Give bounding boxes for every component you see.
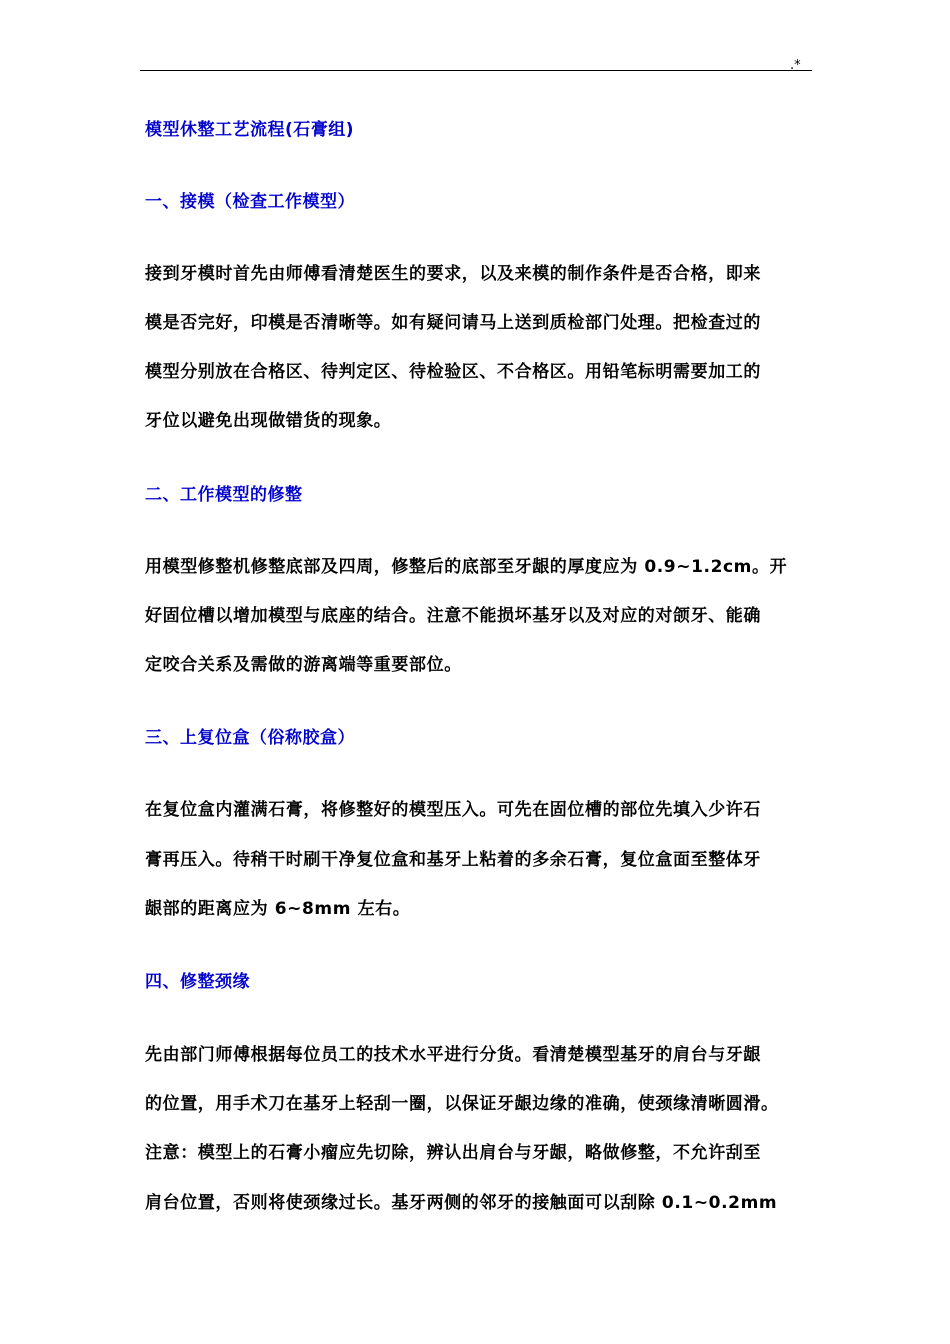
paragraph-line: 模是否完好，印模是否清晰等。如有疑问请马上送到质检部门处理。把检查过的 (145, 313, 761, 333)
header-rule (140, 70, 812, 71)
paragraph-line: 的位置，用手术刀在基牙上轻刮一圈，以保证牙龈边缘的准确，使颈缘清晰圆滑。 (145, 1094, 779, 1114)
paragraph-line: 好固位槽以增加模型与底座的结合。注意不能损坏基牙以及对应的对颌牙、能确 (145, 606, 761, 626)
paragraph-line: 在复位盒内灌满石膏，将修整好的模型压入。可先在固位槽的部位先填入少许石 (145, 800, 761, 820)
paragraph-line: 肩台位置，否则将使颈缘过长。基牙两侧的邻牙的接触面可以刮除 0.1~0.2mm (145, 1193, 778, 1213)
section-heading: 一、接模（检查工作模型） (145, 192, 355, 212)
paragraph-line: 用模型修整机修整底部及四周，修整后的底部至牙龈的厚度应为 0.9~1.2cm。开 (145, 557, 788, 577)
paragraph-line: 牙位以避免出现做错货的现象。 (145, 411, 392, 431)
section-heading: 三、上复位盒（俗称胶盒） (145, 728, 355, 748)
paragraph-line: 龈部的距离应为 6~8mm 左右。 (145, 899, 411, 919)
section-heading: 二、工作模型的修整 (145, 485, 303, 505)
paragraph-line: 接到牙模时首先由师傅看清楚医生的要求，以及来模的制作条件是否合格，即来 (145, 264, 761, 284)
document-title: 模型休整工艺流程(石膏组) (145, 120, 355, 140)
paragraph-line: 膏再压入。待稍干时刷干净复位盒和基牙上粘着的多余石膏，复位盒面至整体牙 (145, 850, 761, 870)
section-heading: 四、修整颈缘 (145, 972, 250, 992)
header-mark: .* (790, 58, 801, 73)
paragraph-line: 模型分别放在合格区、待判定区、待检验区、不合格区。用铅笔标明需要加工的 (145, 362, 761, 382)
paragraph-line: 先由部门师傅根据每位员工的技术水平进行分货。看清楚模型基牙的肩台与牙龈 (145, 1045, 761, 1065)
paragraph-line: 注意：模型上的石膏小瘤应先切除，辨认出肩台与牙龈，略做修整，不允许刮至 (145, 1143, 761, 1163)
paragraph-line: 定咬合关系及需做的游离端等重要部位。 (145, 655, 462, 675)
